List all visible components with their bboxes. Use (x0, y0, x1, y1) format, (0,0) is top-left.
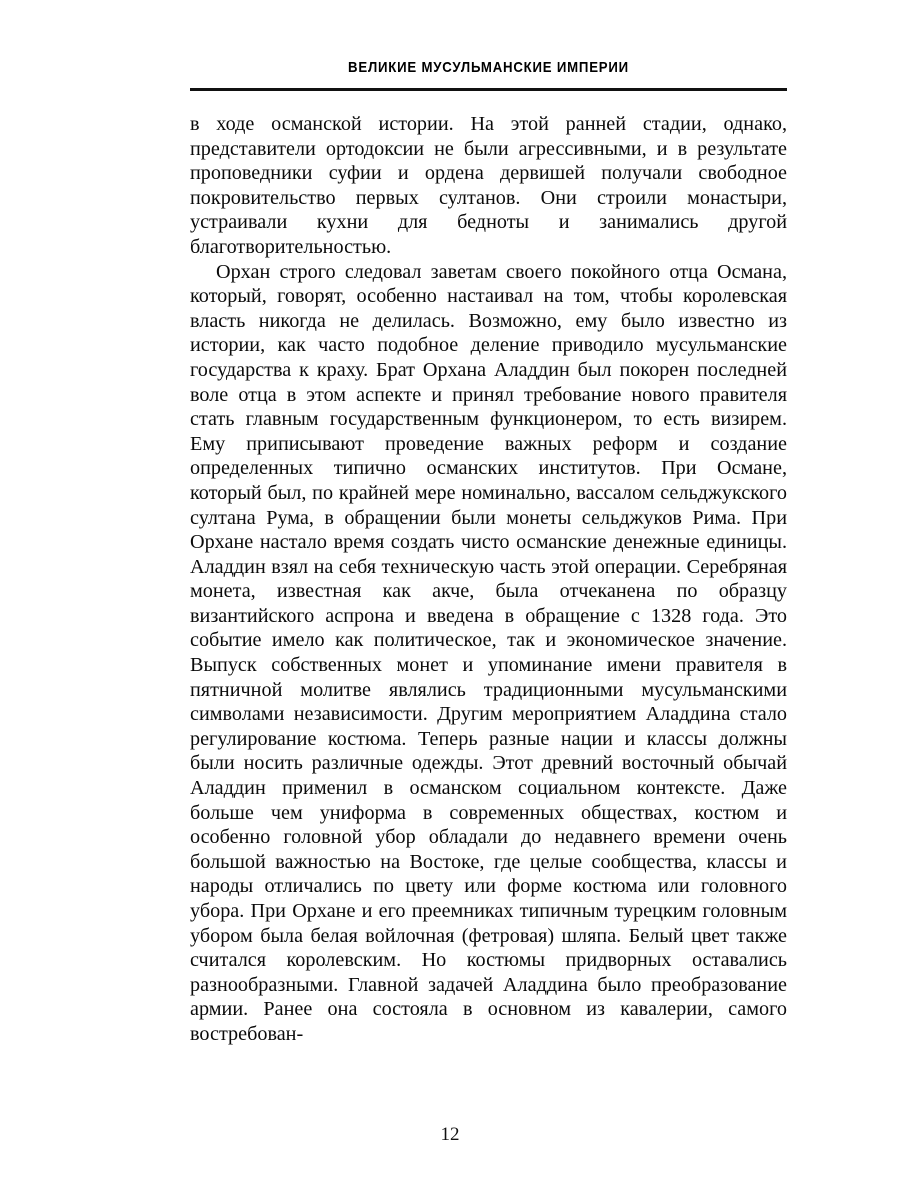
running-head-title: ВЕЛИКИЕ МУСУЛЬМАНСКИЕ ИМПЕРИИ (348, 59, 629, 76)
header-rule-divider (190, 88, 787, 91)
page-header (190, 58, 787, 91)
body-text-column (190, 112, 787, 1047)
paragraph-continued: в ходе османской истории. На этой ранней стадии, однако, представители ортодоксии не были агрессивными, и в результате проповедники суфии и ордена дервишей получали свободное покровительство первых султанов. Они строили монастыри, устраивали кухни для бедноты и занимались другой благотворительностью. (190, 113, 787, 258)
paragraph-orhan: Орхан строго следовал заветам своего покойного отца Османа, который, говорят, особенно настаивал на том, чтобы королевская власть никогда не делилась. Возможно, ему было известно из истории, как часто подобное деление приводило мусульманские государства к краху. Брат Орхана Аладдин был покорен последней воле отца в этом аспекте и принял требование нового правителя стать главным государственным функционером, то есть визирем. Ему приписывают проведение важных реформ и создание определенных типично османских институтов. При Османе, который был, по крайней мере номинально, вассалом сельджукского султана Рума, в обращении были монеты сельджуков Рима. При Орхане настало время создать чисто османские денежные единицы. Аладдин взял на себя техническую часть этой операции. Серебряная монета, известная как акче, была отчеканена по образцу византийского аспрона и введена в обращение с 1328 года. Это событие имело как политическое, так и экономическое значение. Выпуск собственных монет и упоминание имени правителя в пятничной молитве являлись традиционными мусульманскими символами независимости. Другим мероприятием Аладдина стало регулирование костюма. Теперь разные нации и классы должны были носить различные одежды. Этот древний восточный обычай Аладдин применил в османском социальном контексте. Даже больше чем униформа в современных обществах, костюм и особенно головной убор обладали до недавнего времени очень большой важностью на Востоке, где целые сообщества, классы и народы отличались по цвету или форме костюма или головного убора. При Орхане и его преемниках типичным турецким головным убором была белая войлочная (фетровая) шляпа. Белый цвет также считался королевским. Но костюмы придворных оставались разнообразными. Главной задачей Аладдина было преобразование армии. Ранее она состояла в основном из кавалерии, самого востребован- (190, 260, 787, 1045)
page-number: 12 (440, 1124, 460, 1145)
